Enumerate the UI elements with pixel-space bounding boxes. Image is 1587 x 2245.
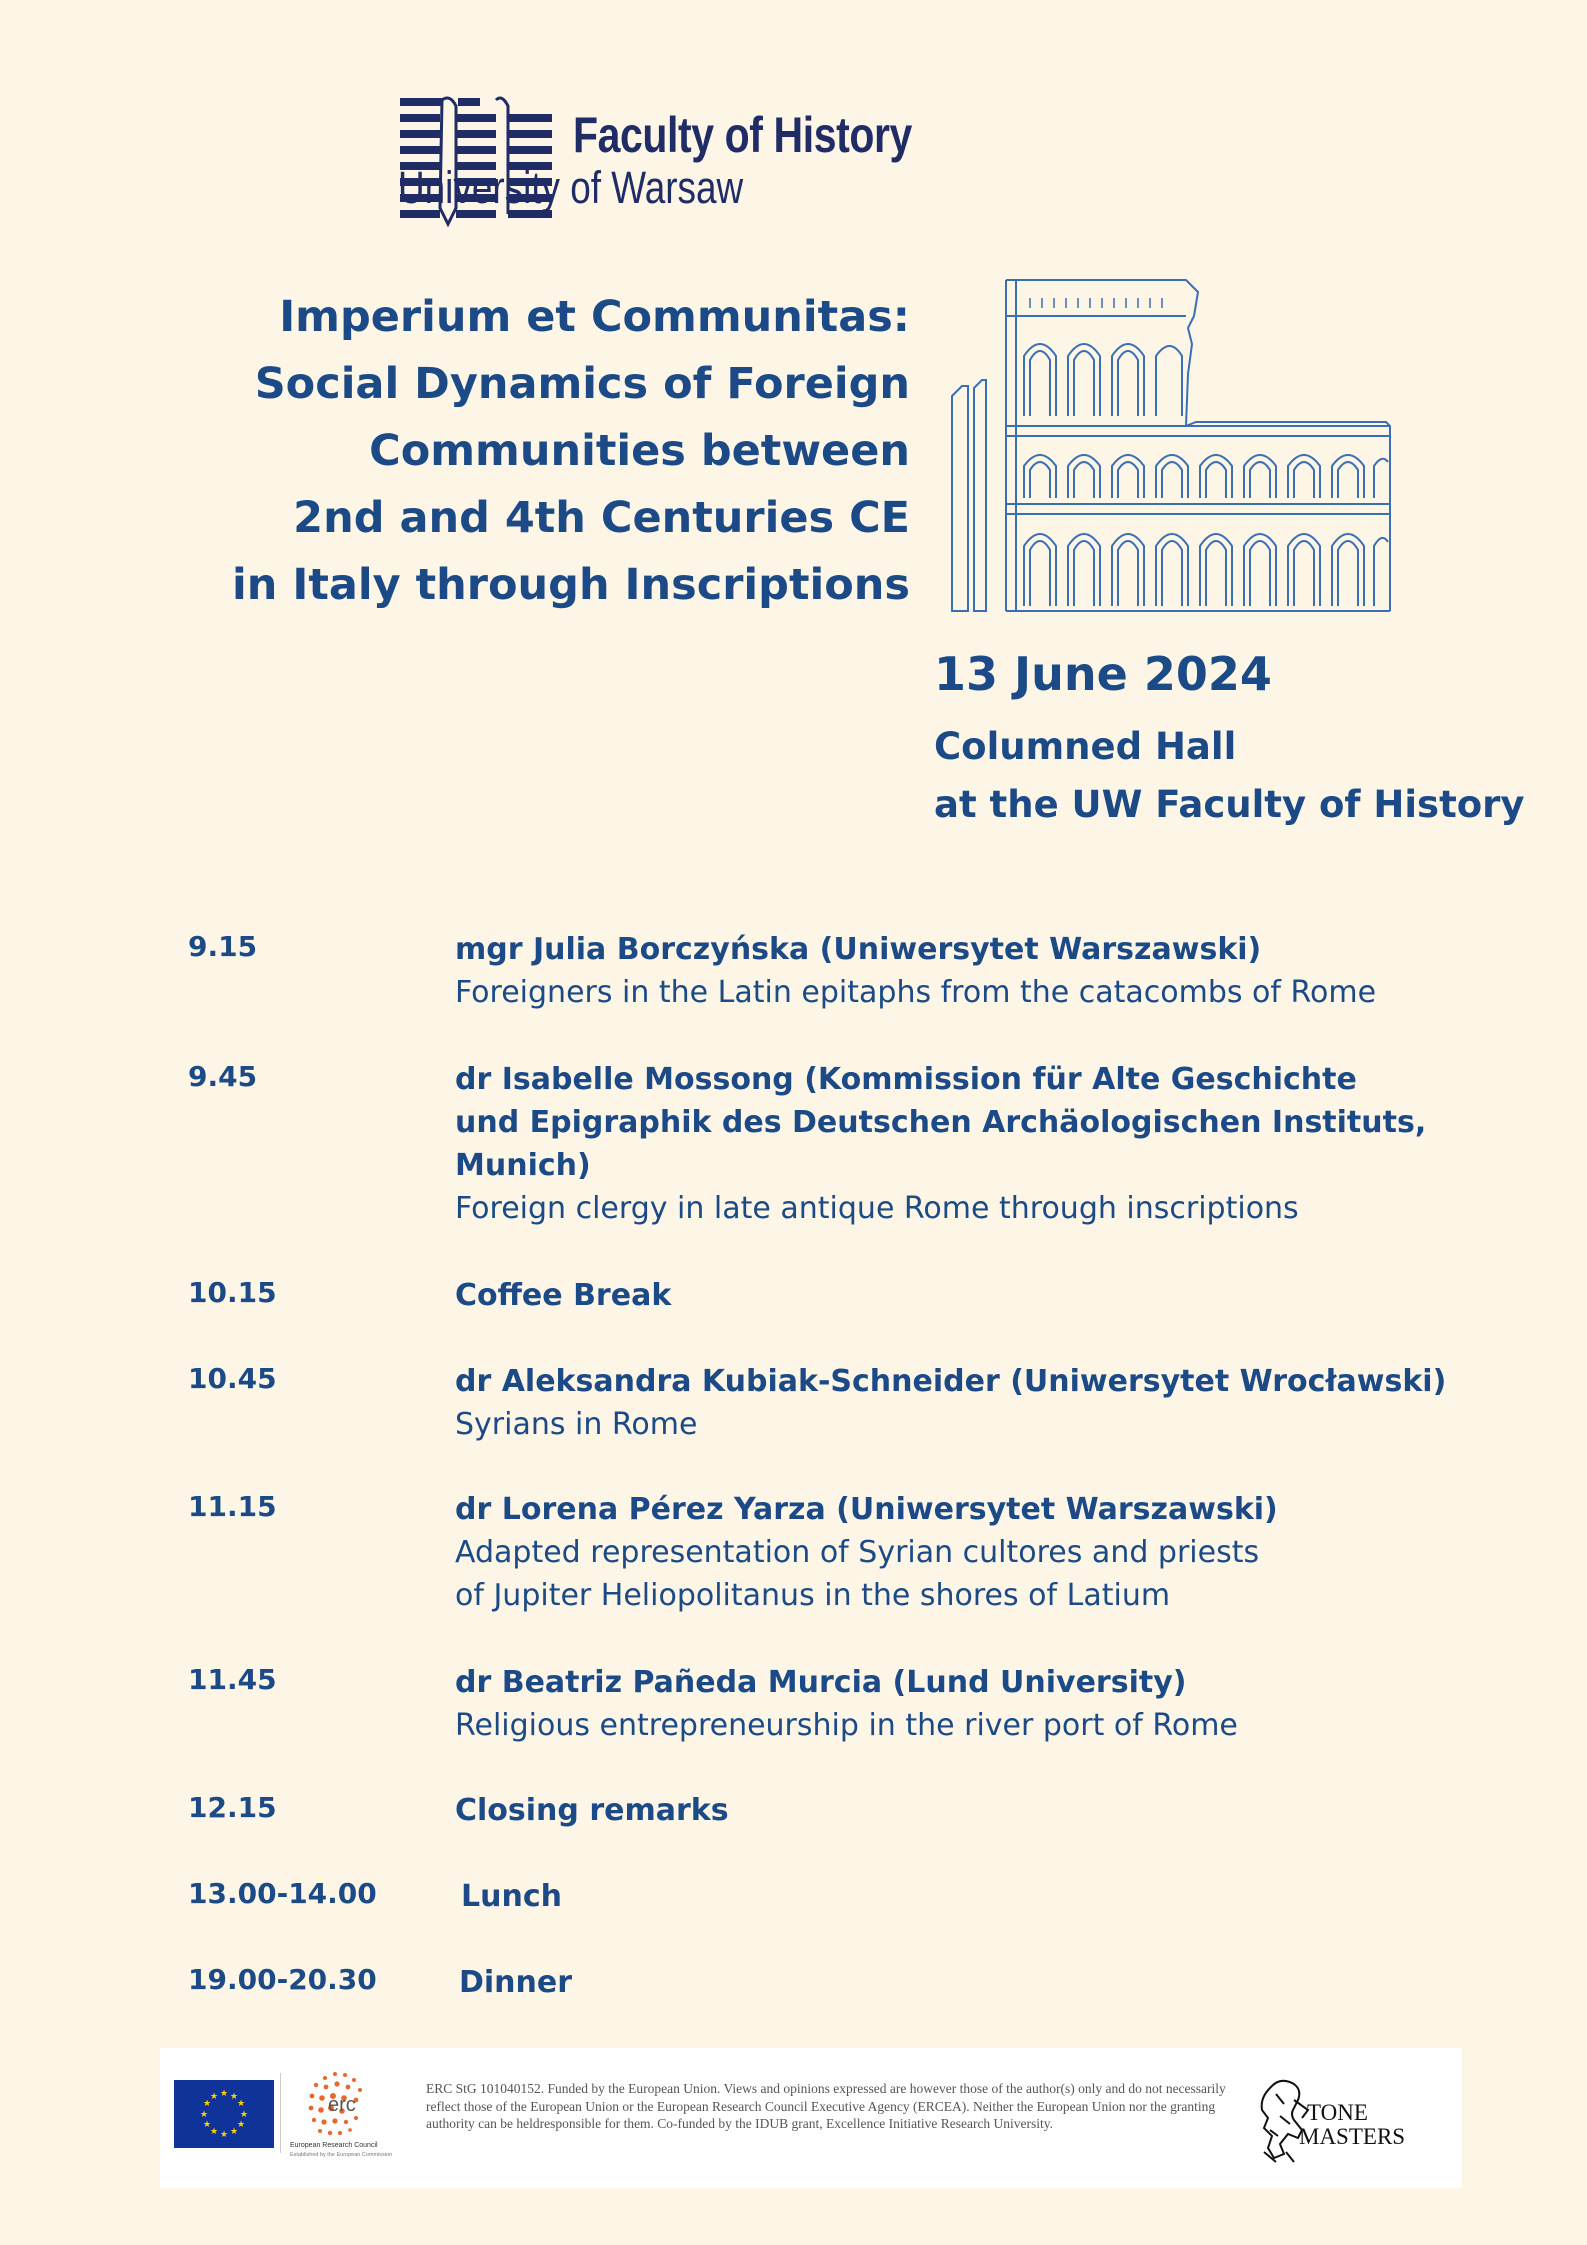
eu-flag-icon [174, 2080, 274, 2148]
schedule-talk: Foreigners in the Latin epitaphs from the catacombs of Rome [455, 975, 1377, 1010]
svg-text:★: ★ [199, 2110, 209, 2120]
title-line: 2nd and 4th Centuries CE [293, 493, 910, 543]
logo-title: Faculty of History [573, 107, 912, 163]
svg-text:★: ★ [209, 2092, 219, 2102]
svg-text:★: ★ [219, 2089, 229, 2099]
schedule-speaker: und Epigraphik des Deutschen Archäologischen Instituts, [455, 1105, 1427, 1140]
schedule-speaker: Lunch [461, 1879, 562, 1914]
schedule-time: 10.45 [188, 1362, 277, 1395]
svg-text:★: ★ [236, 2099, 246, 2109]
svg-text:★: ★ [236, 2120, 246, 2130]
schedule-speaker: dr Aleksandra Kubiak-Schneider (Uniwersytet Wrocławski) [455, 1364, 1447, 1399]
stone-logo-line1: TONE [1307, 2100, 1368, 2125]
erc-logo-icon [280, 2060, 430, 2178]
event-date: 13 June 2024 [934, 647, 1272, 701]
schedule-speaker: dr Lorena Pérez Yarza (Uniwersytet Warszawski) [455, 1492, 1278, 1527]
schedule-time: 13.00-14.00 [188, 1877, 377, 1910]
schedule-time: 10.15 [188, 1276, 277, 1309]
venue-line: Columned Hall [934, 725, 1237, 768]
title-line: Imperium et Communitas: [279, 292, 910, 342]
svg-text:★: ★ [202, 2099, 212, 2109]
erc-logo-text: erc [328, 2094, 356, 2116]
schedule-speaker: dr Beatriz Pañeda Murcia (Lund University) [455, 1665, 1187, 1700]
colosseum-icon [946, 276, 1396, 616]
svg-text:★: ★ [209, 2127, 219, 2137]
schedule-time: 11.45 [188, 1663, 277, 1696]
schedule-speaker: Closing remarks [455, 1793, 729, 1828]
stone-logo-line2: MASTERS [1299, 2124, 1406, 2149]
schedule-speaker: mgr Julia Borczyńska (Uniwersytet Warszawski) [455, 932, 1262, 967]
schedule-time: 9.15 [188, 930, 258, 963]
funding-disclaimer: ERC StG 101040152. Funded by the European Union. Views and opinions expressed are however those of the author(s) only and do not necessarily reflect those of the European Union or the European Research Council Executive Agency (ERCEA). Neither the European Union nor the granting authority can be heldresponsible for them. Co-funded by the IDUB grant, Excellence Initiative Research University. [426, 2081, 1226, 2131]
funding-footer [160, 2048, 1462, 2188]
schedule-talk: Religious entrepreneurship in the river port of Rome [455, 1708, 1238, 1743]
svg-text:★: ★ [229, 2092, 239, 2102]
schedule-talk: Foreign clergy in late antique Rome through inscriptions [455, 1191, 1299, 1226]
schedule-talk: of Jupiter Heliopolitanus in the shores of Latium [455, 1578, 1171, 1613]
schedule-speaker: Munich) [455, 1148, 591, 1183]
svg-text:★: ★ [229, 2127, 239, 2137]
svg-text:★: ★ [239, 2110, 249, 2120]
event-title [150, 284, 910, 619]
svg-text:★: ★ [219, 2130, 229, 2140]
logo-subtitle: University of Warsaw [398, 162, 744, 213]
schedule-talk: Adapted representation of Syrian cultores and priests [455, 1535, 1260, 1570]
erc-name: European Research Council [290, 2142, 378, 2149]
faculty-logo [398, 96, 938, 228]
title-line: in Italy through Inscriptions [232, 560, 910, 610]
erc-tagline: Established by the European Commission [290, 2152, 393, 2158]
schedule-speaker: Coffee Break [455, 1278, 672, 1313]
venue-line: at the UW Faculty of History [934, 783, 1525, 826]
schedule-speaker: dr Isabelle Mossong (Kommission für Alte Geschichte [455, 1062, 1357, 1097]
schedule-time: 12.15 [188, 1791, 277, 1824]
title-line: Social Dynamics of Foreign [254, 359, 910, 409]
schedule-time: 9.45 [188, 1060, 258, 1093]
svg-text:★: ★ [202, 2120, 212, 2130]
event-venue [934, 718, 1525, 834]
schedule-time: 11.15 [188, 1490, 277, 1523]
schedule-talk: Syrians in Rome [455, 1407, 698, 1442]
title-line: Communities between [369, 426, 910, 476]
schedule-speaker: Dinner [459, 1965, 573, 2000]
schedule-time: 19.00-20.30 [188, 1963, 377, 1996]
